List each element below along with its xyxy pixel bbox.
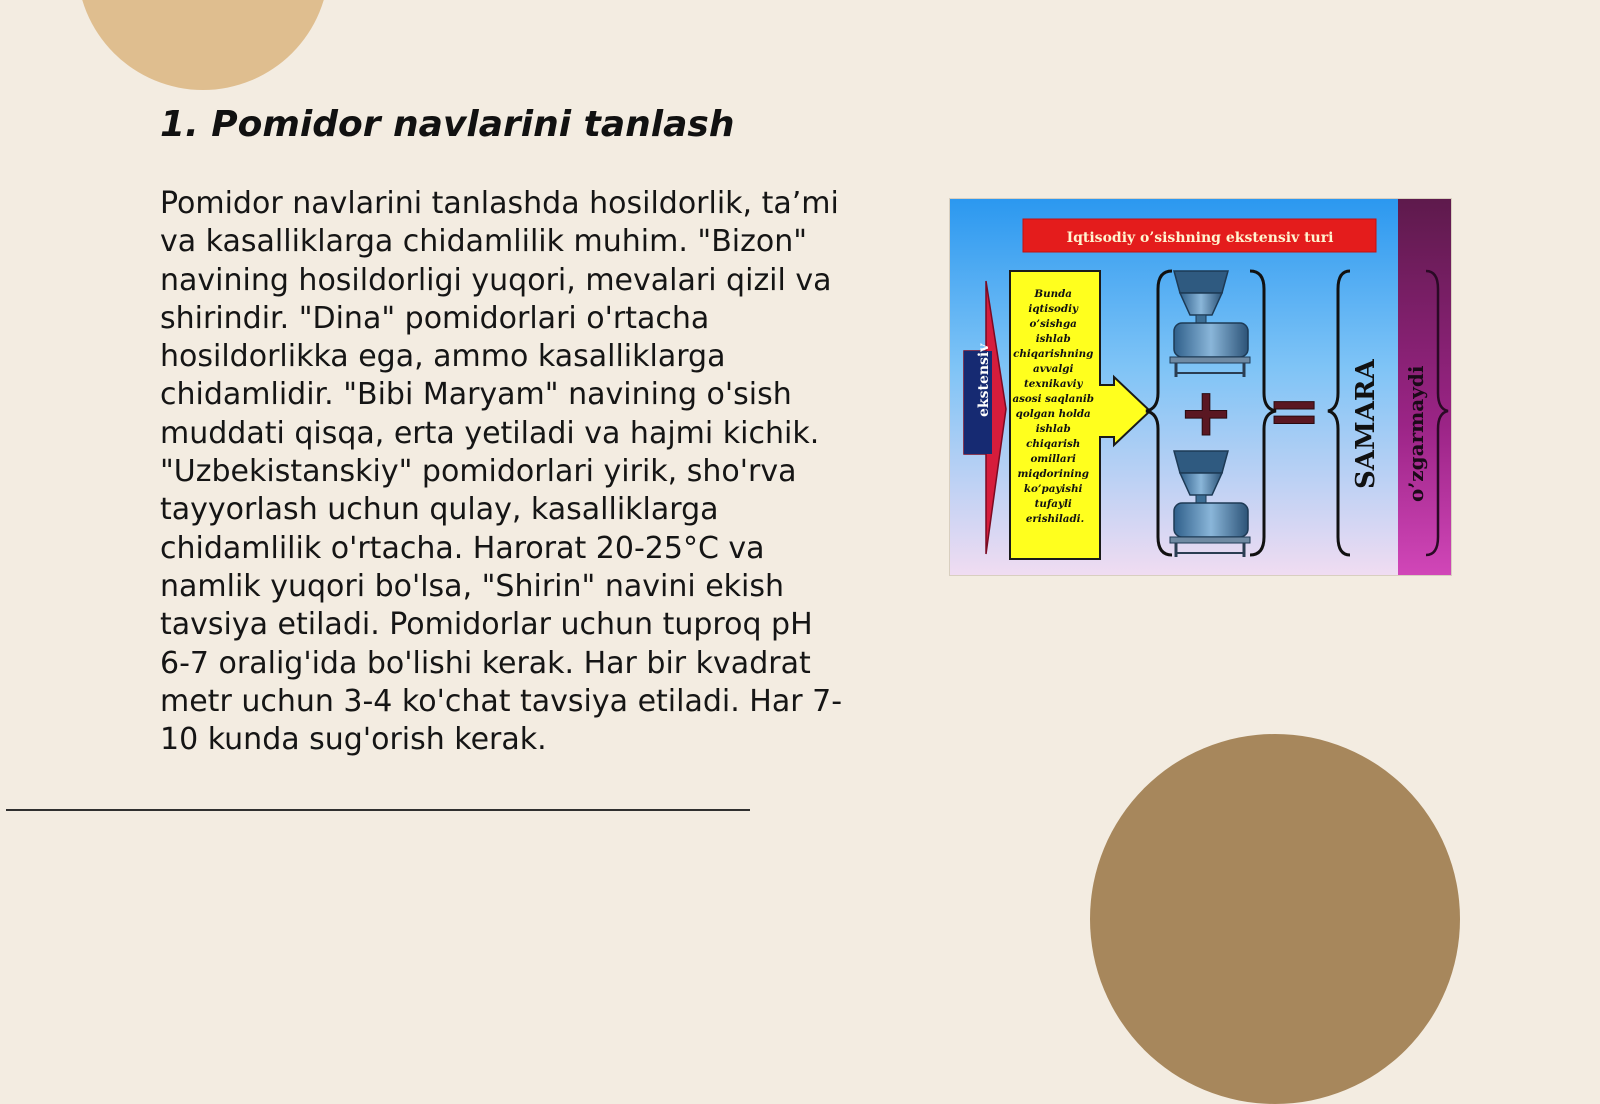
description-line: chiqarishning	[1013, 348, 1094, 360]
description-line: miqdorining	[1017, 468, 1089, 480]
extensive-arrow-label: ekstensiv	[976, 343, 992, 417]
description-line: qolgan holda	[1015, 408, 1091, 420]
side-label: o’zgarmaydi	[1404, 365, 1428, 502]
description-line: ishlab	[1035, 333, 1071, 345]
plus-sign: +	[1178, 374, 1234, 451]
description-line: erishiladi.	[1025, 513, 1085, 525]
description-line: omillari	[1030, 453, 1076, 465]
description-line: ko’payishi	[1023, 483, 1083, 495]
decorative-circle-bottom	[1090, 734, 1460, 1104]
description-line: asosi saqlanib	[1012, 393, 1094, 405]
samara-label: SAMARA	[1351, 359, 1381, 489]
equals-sign: =	[1267, 375, 1321, 449]
description-line: chiqarish	[1026, 438, 1081, 450]
description-line: avvalgi	[1033, 363, 1074, 375]
description-line: ishlab	[1035, 423, 1071, 435]
description-line: o’sishga	[1029, 318, 1077, 330]
diagram-header-text: Iqtisodiy o’sishning ekstensiv turi	[1066, 230, 1334, 246]
slide-title: 1. Pomidor navlarini tanlash	[160, 104, 735, 145]
description-line: Bunda	[1034, 288, 1072, 300]
slide-body-text: Pomidor navlarini tanlashda hosildorlik, ta’mi va kasalliklarga chidamlilik muhim. "Bizon" navining hosildorligi yuqori, mevalari qizil va shirindir. "Dina" pomidorlari o'rtacha hosildorlikka ega, ammo kasalliklarga chidamlidir. "Bibi Maryam" navining o'sish muddati qisqa, erta yetiladi va hajmi kichik. "Uzbekistanskiy" pomidorlari yirik, sho'rva tayyorlash uchun qulay, kasalliklarga chidamlilik o'rtacha. Harorat 20-25°C va namlik yuqori bo'lsa, "Shirin" navini ekish tavsiya etiladi. Pomidorlar uchun tuproq pH 6-7 oralig'ida bo'lishi kerak. Har bir kvadrat metr uchun 3-4 ko'chat tavsiya etiladi. Har 7-10 kunda sug'orish kerak.	[160, 186, 843, 758]
economic-growth-diagram	[950, 199, 1451, 575]
description-line: iqtisodiy	[1028, 303, 1078, 315]
description-line: tufayli	[1034, 498, 1072, 510]
bottom-divider-line	[6, 809, 750, 811]
description-line: texnikaviy	[1023, 378, 1083, 390]
decorative-circle-top	[77, 0, 329, 90]
